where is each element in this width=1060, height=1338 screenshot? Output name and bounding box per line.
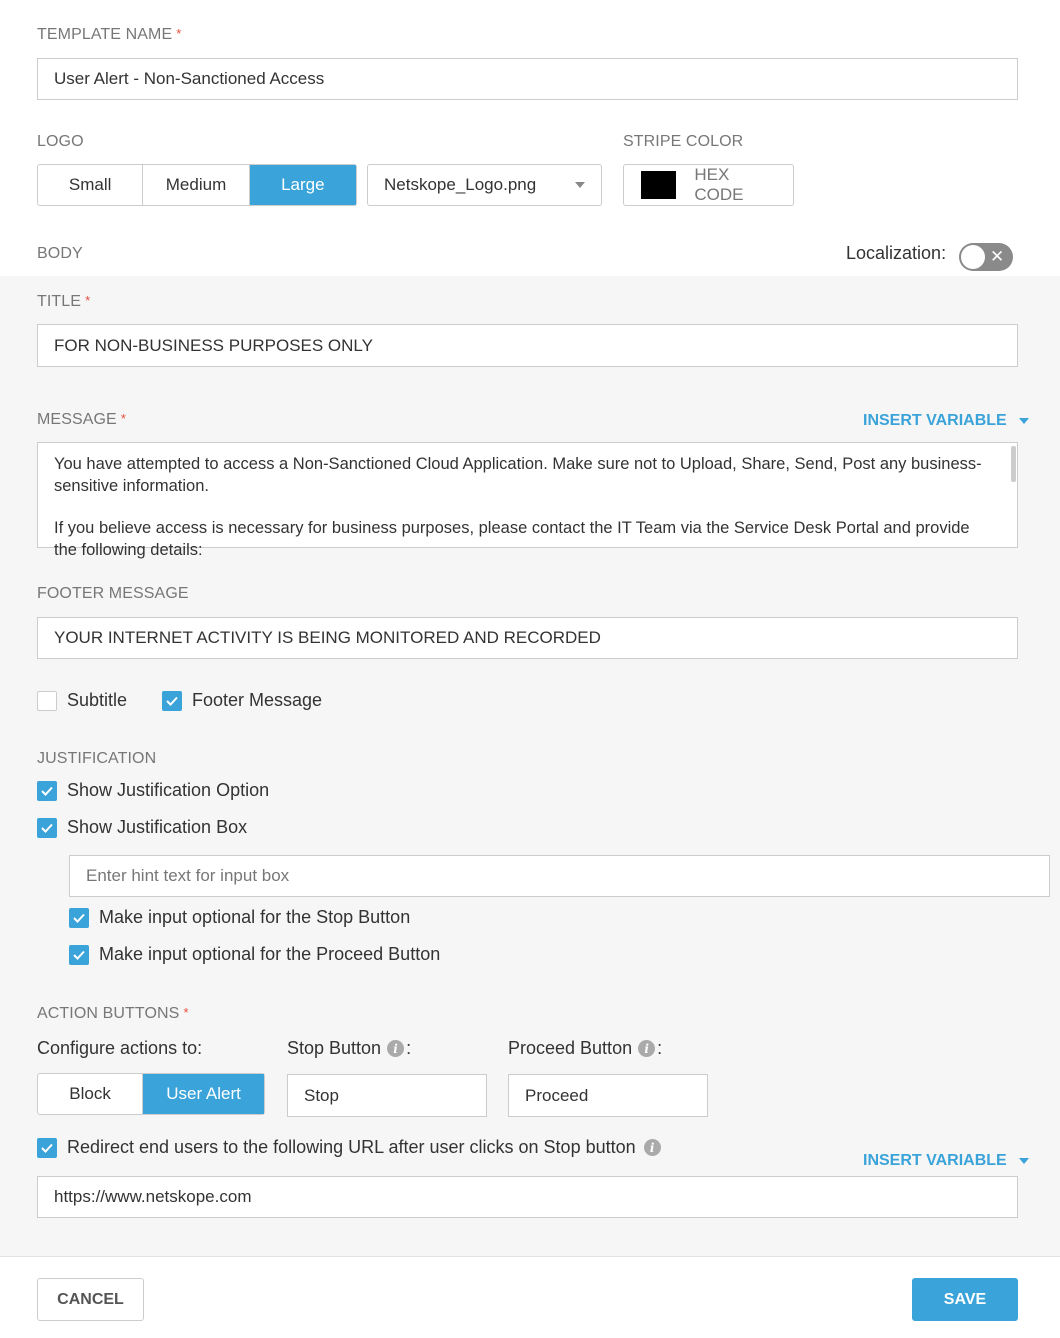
footer-message-input[interactable]: YOUR INTERNET ACTIVITY IS BEING MONITORED AND RECORDED <box>37 617 1018 659</box>
action-user-alert[interactable]: User Alert <box>143 1074 264 1114</box>
action-buttons-label: ACTION BUTTONS * <box>37 1005 189 1022</box>
caret-down-icon <box>1019 418 1029 424</box>
info-icon[interactable]: i <box>638 1040 655 1057</box>
localization-label: Localization: <box>846 243 947 263</box>
subtitle-checkbox[interactable] <box>37 690 127 711</box>
footer-message-label: FOOTER MESSAGE <box>37 585 189 602</box>
justification-label: JUSTIFICATION <box>37 750 157 767</box>
hex-code-placeholder: HEX CODE <box>694 165 744 204</box>
logo-size-small[interactable]: Small <box>38 165 143 205</box>
logo-file-select[interactable] <box>367 164 602 206</box>
show-justification-box-label: Show Justification Box <box>67 817 248 837</box>
save-button[interactable]: SAVE <box>912 1278 1018 1321</box>
info-icon[interactable]: i <box>387 1040 404 1057</box>
configure-actions-selector <box>37 1073 265 1115</box>
stripe-color-input[interactable] <box>623 164 794 206</box>
message-label: MESSAGE * <box>37 411 127 428</box>
redirect-url-label: Redirect end users to the following URL after user clicks on Stop button <box>67 1137 636 1157</box>
checkbox-unchecked-icon <box>37 691 57 711</box>
info-icon[interactable]: i <box>644 1139 661 1156</box>
proceed-button-text-input[interactable]: Proceed <box>508 1074 708 1117</box>
logo-size-medium[interactable]: Medium <box>143 165 249 205</box>
cancel-button[interactable]: CANCEL <box>37 1278 144 1321</box>
footer-divider <box>0 1256 1060 1257</box>
stop-button-text-input[interactable]: Stop <box>287 1074 487 1117</box>
message-paragraph-1: You have attempted to access a Non-Sanctioned Cloud Application. Make sure not to Upload, Share, Send, Post any business-sensitive information. <box>54 455 982 495</box>
check-icon <box>69 908 89 928</box>
body-label: BODY <box>37 245 83 262</box>
redirect-url-input[interactable]: https://www.netskope.com <box>37 1176 1018 1218</box>
show-justification-box-checkbox[interactable] <box>37 817 247 838</box>
message-paragraph-2: If you believe access is necessary for business purposes, please contact the IT Team via the Service Desk Portal and provide the following details: <box>54 519 970 559</box>
subtitle-checkbox-label: Subtitle <box>67 690 128 710</box>
toggle-knob <box>961 245 985 269</box>
optional-proceed-checkbox[interactable] <box>69 944 440 965</box>
footer-message-checkbox-label: Footer Message <box>192 690 323 710</box>
logo-size-large[interactable]: Large <box>250 165 356 205</box>
chevron-down-icon <box>575 182 585 188</box>
stop-button-label: Stop Button i : <box>287 1038 412 1058</box>
close-icon: ✕ <box>990 247 1005 266</box>
optional-stop-label: Make input optional for the Stop Button <box>99 907 411 927</box>
caret-down-icon <box>1019 1158 1029 1164</box>
redirect-url-checkbox[interactable] <box>37 1137 661 1158</box>
optional-stop-checkbox[interactable] <box>69 907 410 928</box>
justification-hint-input[interactable]: Enter hint text for input box <box>69 855 1050 897</box>
check-icon <box>37 818 57 838</box>
insert-variable-redirect[interactable]: INSERT VARIABLE <box>863 1152 1029 1170</box>
title-label: TITLE * <box>37 293 91 310</box>
check-icon <box>37 781 57 801</box>
action-block[interactable]: Block <box>38 1074 143 1114</box>
show-justification-option-checkbox[interactable] <box>37 780 269 801</box>
optional-proceed-label: Make input optional for the Proceed Button <box>99 944 441 964</box>
footer-message-checkbox[interactable] <box>162 690 322 711</box>
check-icon <box>162 691 182 711</box>
stripe-color-label: STRIPE COLOR <box>623 133 744 150</box>
localization-toggle[interactable] <box>959 243 1013 271</box>
logo-label: LOGO <box>37 133 84 150</box>
title-input[interactable]: FOR NON-BUSINESS PURPOSES ONLY <box>37 324 1018 367</box>
proceed-button-label: Proceed Button i : <box>508 1038 663 1058</box>
configure-actions-label: Configure actions to: <box>37 1038 203 1058</box>
color-swatch[interactable] <box>641 171 676 199</box>
check-icon <box>37 1138 57 1158</box>
insert-variable-message[interactable]: INSERT VARIABLE <box>863 412 1029 430</box>
logo-file-name: Netskope_Logo.png <box>384 175 537 194</box>
textarea-scrollbar[interactable] <box>1011 446 1016 482</box>
logo-size-selector <box>37 164 357 206</box>
template-name-input[interactable]: User Alert - Non-Sanctioned Access <box>37 58 1018 100</box>
template-name-label: TEMPLATE NAME * <box>37 26 182 43</box>
message-textarea[interactable] <box>37 442 1018 559</box>
show-justification-option-label: Show Justification Option <box>67 780 270 800</box>
check-icon <box>69 945 89 965</box>
